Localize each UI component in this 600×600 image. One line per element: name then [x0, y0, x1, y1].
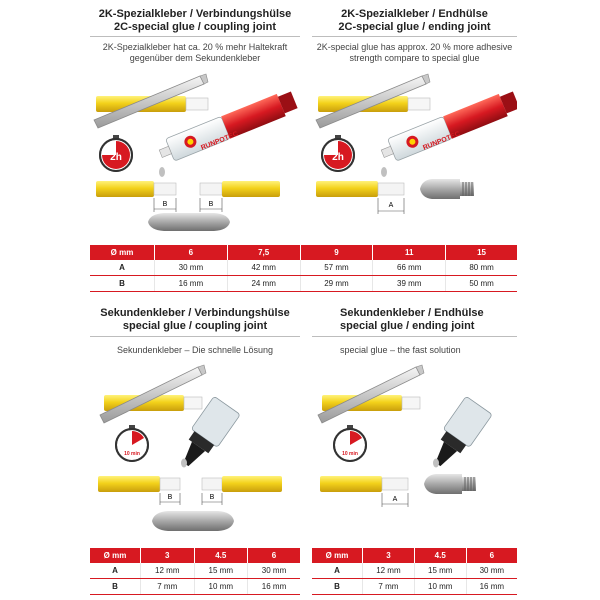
table-cell: 15 mm — [194, 563, 248, 579]
table-cell: 15 mm — [414, 563, 466, 579]
table-row-label: B — [312, 579, 363, 595]
table-header-cell: 11 — [373, 245, 446, 260]
table-row-label: B — [90, 276, 155, 292]
coupling-sleeve-icon — [152, 511, 234, 531]
table-cell: 12 mm — [141, 563, 195, 579]
dimension-label: B — [209, 494, 215, 501]
timer-label: 10 min — [124, 451, 140, 457]
table-header-cell: 7,5 — [227, 245, 300, 260]
table-cell: 16 mm — [248, 579, 300, 595]
table-header-cell: 6 — [466, 548, 517, 563]
table-cell: 10 mm — [194, 579, 248, 595]
table-cell: 12 mm — [363, 563, 415, 579]
illustration-special-ending — [312, 305, 517, 545]
table-cell: 50 mm — [446, 276, 517, 292]
table-header-cell: 3 — [141, 548, 195, 563]
table-header-cell: Ø mm — [90, 245, 155, 260]
table-cell: 80 mm — [446, 260, 517, 276]
table-cell: 30 mm — [248, 563, 300, 579]
table-header-cell: 9 — [300, 245, 373, 260]
panel-special-ending — [312, 305, 517, 545]
panel-title-line2: special glue / coupling joint — [122, 320, 268, 332]
panel-description: Sekundenkleber – Die schnelle Lösung — [116, 345, 274, 355]
rod-icon — [320, 476, 382, 492]
table-header-row — [90, 245, 517, 260]
panel-title-line2: special glue / ending joint — [340, 320, 475, 332]
dimension-label: B — [167, 494, 173, 501]
timer-label: 2h — [332, 152, 344, 163]
table-header-cell: 4.5 — [194, 548, 248, 563]
table-cell: 7 mm — [141, 579, 195, 595]
brand-label: RUNPOTEC — [200, 130, 240, 152]
dimension-label: A — [388, 202, 394, 209]
panel-title-line1: 2K-Spezialkleber / Endhülse — [341, 8, 488, 20]
table-row-label: B — [90, 579, 141, 595]
table-row-label: A — [90, 563, 141, 579]
glue-drop-icon — [433, 459, 439, 468]
illustration-special-coupling — [90, 305, 300, 545]
table-cell: 30 mm — [466, 563, 517, 579]
table-header-cell: Ø mm — [312, 548, 363, 563]
panel-special-coupling — [90, 305, 300, 545]
panel-title-line2: 2C-special glue / ending joint — [338, 21, 491, 33]
cutter-blade-icon — [318, 365, 424, 423]
table-cell: 39 mm — [373, 276, 446, 292]
table-header-cell: 6 — [248, 548, 300, 563]
coupling-sleeve-icon — [148, 213, 230, 231]
illustration-2c-coupling — [90, 0, 300, 240]
rod-right-icon — [222, 181, 280, 197]
panel-title-line1: Sekundenkleber / Endhülse — [340, 307, 484, 319]
end-sleeve-icon — [420, 179, 474, 199]
table-header-cell: 4.5 — [414, 548, 466, 563]
table-row-label: A — [90, 260, 155, 276]
table-cell: 30 mm — [155, 260, 228, 276]
table-row — [90, 260, 517, 276]
panel-2c-ending — [312, 0, 517, 240]
dimension-label: B — [162, 201, 168, 208]
timer-label: 10 min — [342, 451, 358, 457]
table-header-cell: Ø mm — [90, 548, 141, 563]
glue-drop-icon — [381, 167, 387, 177]
table-cell: 16 mm — [466, 579, 517, 595]
table-row — [90, 579, 300, 595]
rod-icon — [316, 181, 378, 197]
dimension-label: A — [392, 496, 398, 503]
table-row-label: A — [312, 563, 363, 579]
panel-description: 2K-Spezialkleber hat ca. 20 % mehr Haltekraft gegenüber dem Sekundenkleber — [102, 42, 288, 63]
dimension-label: B — [208, 201, 214, 208]
table-row — [312, 563, 517, 579]
spec-table-special-ending — [312, 548, 517, 595]
table-header-cell: 15 — [446, 245, 517, 260]
spec-table-2c — [90, 245, 517, 292]
table-cell: 7 mm — [363, 579, 415, 595]
panel-title-line1: Sekundenkleber / Verbindungshülse — [100, 307, 290, 319]
panel-title-line1: 2K-Spezialkleber / Verbindungshülse — [98, 8, 292, 20]
table-cell: 66 mm — [373, 260, 446, 276]
rod-right-icon — [222, 476, 282, 492]
table-cell: 42 mm — [227, 260, 300, 276]
brand-label: RUNPOTEC — [422, 130, 462, 152]
timer-label: 2h — [110, 152, 122, 163]
table-cell: 16 mm — [155, 276, 228, 292]
table-row — [90, 276, 517, 292]
table-cell: 10 mm — [414, 579, 466, 595]
table-cell: 57 mm — [300, 260, 373, 276]
cutter-blade-icon — [100, 365, 206, 423]
table-row — [312, 579, 517, 595]
table-row — [90, 563, 300, 579]
table-header-row — [90, 548, 300, 563]
glue-drop-icon — [159, 167, 165, 177]
glue-drop-icon — [181, 459, 187, 468]
table-header-row — [312, 548, 517, 563]
table-header-cell: 6 — [155, 245, 228, 260]
rod-left-icon — [96, 181, 154, 197]
table-cell: 29 mm — [300, 276, 373, 292]
table-cell: 24 mm — [227, 276, 300, 292]
panel-description: special glue – the fast solution — [340, 345, 461, 355]
table-header-cell: 3 — [363, 548, 415, 563]
panel-description: 2K-special glue has approx. 20 % more adhesive strength compare to special glue — [316, 42, 513, 63]
panel-title-line2: 2C-special glue / coupling joint — [114, 21, 276, 33]
panel-2c-coupling — [90, 0, 300, 240]
rod-left-icon — [98, 476, 160, 492]
illustration-2c-ending — [312, 0, 517, 240]
spec-table-special-coupling — [90, 548, 300, 595]
end-sleeve-icon — [424, 474, 476, 494]
